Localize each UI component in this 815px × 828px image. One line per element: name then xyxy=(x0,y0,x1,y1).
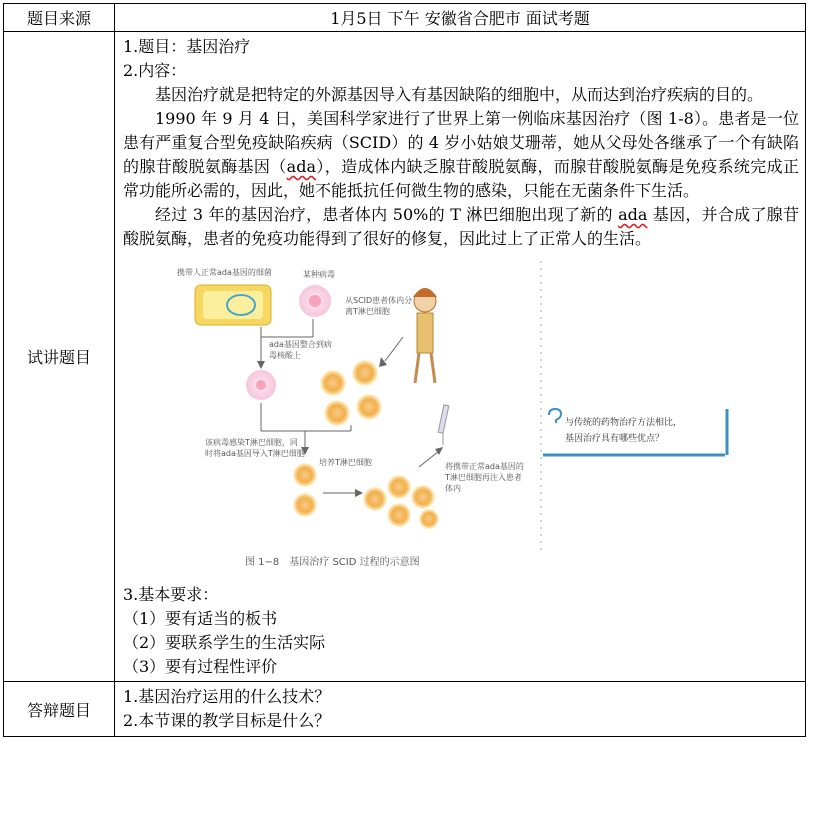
paragraph-2-head: 1990 年 9 月 4 日，美国科学家进行了世界上第一例临床基因治疗（图 1-8）。患者是一位患有严重复合型免疫缺陷疾病（SCID）的 4 岁小姑娘艾珊蒂，她从父母处各继承了一个有缺陷的腺苷酸脱氨酶基因（ xyxy=(123,109,799,176)
ada-term: ada xyxy=(286,157,316,176)
transduced-cell-left xyxy=(293,463,317,517)
exam-table xyxy=(3,3,806,737)
content-label: 2.内容： xyxy=(123,61,187,80)
defense-question: 2.本节课的教学目标是什么？ xyxy=(123,711,331,730)
thinking-question xyxy=(565,415,682,447)
gene-therapy-figure xyxy=(123,261,803,583)
defense-question: 1.基因治疗运用的什么技术？ xyxy=(123,687,331,706)
patient-girl-icon xyxy=(413,288,437,383)
defense-content xyxy=(115,682,806,737)
question-line-1: 与传统的药物治疗方法相比， xyxy=(565,418,683,428)
requirements-label: 3.基本要求： xyxy=(123,585,219,604)
requirement-item: （3）要有过程性评价 xyxy=(123,657,278,676)
t-cell-cluster xyxy=(320,360,382,426)
syringe-icon xyxy=(438,405,449,445)
source-label: 题目来源 xyxy=(4,4,115,32)
requirement-item: （1）要有适当的板书 xyxy=(123,609,278,628)
requirement-item: （2）要联系学生的生活实际 xyxy=(123,633,326,652)
ada-term: ada xyxy=(618,205,648,224)
lecture-row xyxy=(4,32,806,682)
paragraph-3-tail: 基因，并合成了腺苷酸脱氨酶，患者的免疫功能得到了很好的修复，因此过上了正常人的生活。 xyxy=(123,205,799,248)
label-bacterium: 携带人正常ada基因的细菌 xyxy=(177,268,272,277)
paragraph-3 xyxy=(123,203,799,251)
label-culture: 培养T淋巴细胞 xyxy=(319,458,372,467)
label-inject: 将携带正常ada基因的T淋巴细胞再注入患者体内 xyxy=(445,462,524,493)
paragraph-2 xyxy=(123,107,799,203)
paragraph-3-head: 经过 3 年的基因治疗，患者体内 50%的 T 淋巴细胞出现了新的 xyxy=(155,205,619,224)
label-infect: 该病毒感染T淋巴细胞，同时将ada基因导入T淋巴细胞 xyxy=(205,438,305,458)
virus-icon xyxy=(299,285,331,317)
header-row xyxy=(4,4,806,32)
question-line-2: 基因治疗具有哪些优点？ xyxy=(565,434,665,444)
thinking-question-box xyxy=(539,409,725,455)
paragraph-1: 基因治疗就是把特定的外源基因导入有基因缺陷的细胞中，从而达到治疗疾病的目的。 xyxy=(155,85,764,104)
figure-caption: 图 1−8 基因治疗 SCID 过程的示意图 xyxy=(245,557,420,568)
lecture-label: 试讲题目 xyxy=(4,32,115,682)
bacterium-icon xyxy=(195,285,271,325)
defense-row xyxy=(4,682,806,737)
defense-label: 答辩题目 xyxy=(4,682,115,737)
label-virus: 某种病毒 xyxy=(303,270,335,279)
paragraph-2-tail: ），造成体内缺乏腺苷酸脱氨酶，而腺苷酸脱氨酶是免疫系统完成正常功能所必需的，因此，她不能抵抗任何微生物的感染，只能在无菌条件下生活。 xyxy=(123,157,799,200)
lecture-content xyxy=(115,32,806,682)
requirements xyxy=(123,583,799,679)
source-value: 1月5日 下午 安徽省合肥市 面试考题 xyxy=(115,4,806,32)
recombinant-virus-icon xyxy=(246,370,276,400)
label-isolate: 从SCID患者体内分离T淋巴细胞 xyxy=(345,296,413,316)
cultured-cells xyxy=(363,475,439,529)
lecture-topic: 1.题目：基因治疗 xyxy=(123,37,251,56)
label-integrate: ada基因整合到病毒核酸上 xyxy=(269,340,332,360)
